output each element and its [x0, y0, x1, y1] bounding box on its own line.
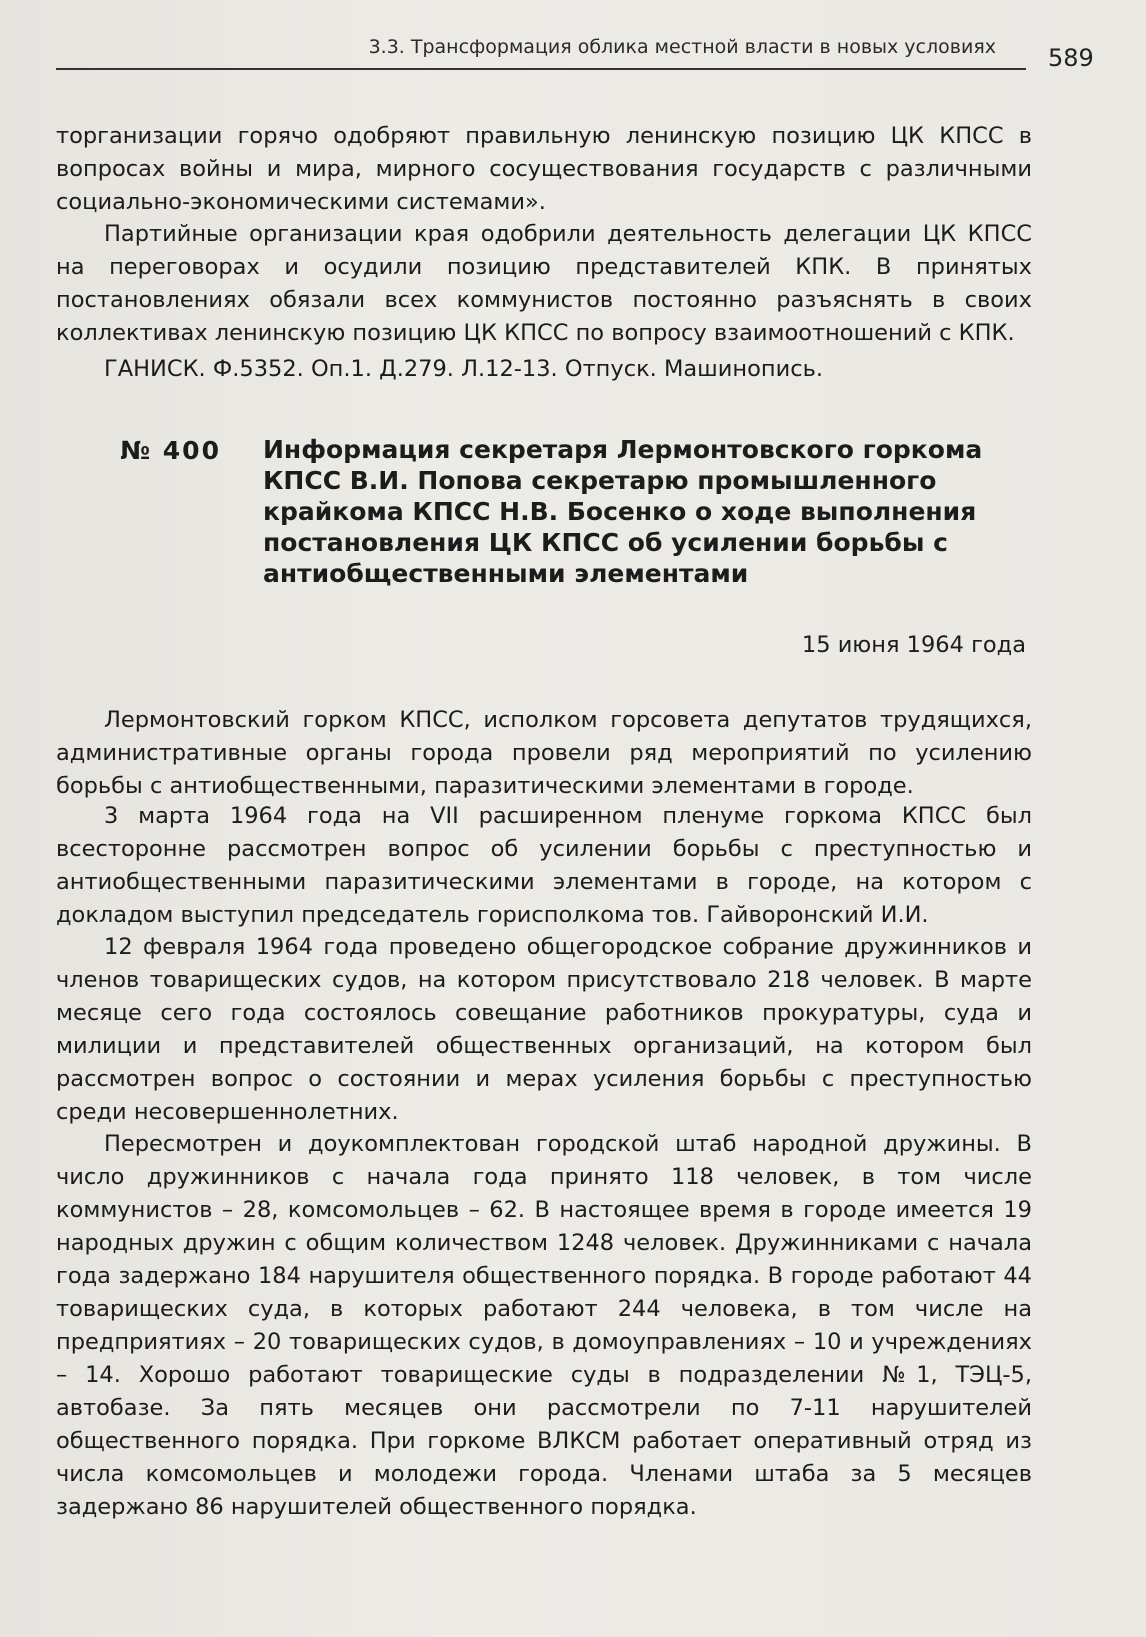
document-number: № 400	[120, 436, 221, 465]
document-title: Информация секретаря Лермонтовского горкома КПСС В.И. Попова секретарю промышленного крайкома КПСС Н.В. Босенко о ходе выполнения постановления ЦК КПСС об усилении борьбы с антиобщественными элементами	[263, 435, 983, 588]
document-paragraph: 12 февраля 1964 года проведено общегородское собрание дружинников и членов товарищеских судов, на котором присутствовало 218 человек. В марте месяце сего года состоялось совещание работников прокуратуры, суда и милиции и представителей общественных организаций, на котором был рассмотрен вопрос о состоянии и мерах усиления борьбы с преступностью среди несовершеннолетних.	[56, 934, 1032, 1125]
archive-reference: ГАНИСК. Ф.5352. Оп.1. Д.279. Л.12-13. Отпуск. Машинопись.	[104, 356, 823, 382]
running-header	[56, 30, 1026, 70]
document-paragraph: Пересмотрен и доукомплектован городской штаб народной дружины. В число дружинников с начала года принято 118 человек, в том числе коммунистов – 28, комсомольцев – 62. В настоящее время в городе имеется 19 народных дружин с общим количеством 1248 человек. Дружинниками с начала года задержано 184 нарушителя общественного порядка. В городе работают 44 товарищеских суда, в которых работают 244 человека, в том числе на предприятиях – 20 товарищеских судов, в домоуправлениях – 10 и учреждениях – 14. Хорошо работают товарищеские суды в подразделении №1, ТЭЦ-5, автобазе. За пять месяцев они рассмотрели по 7-11 нарушителей общественного порядка. При горкоме ВЛКСМ работает оперативный отряд из числа комсомольцев и молодежи города. Членами штаба за 5 месяцев задержано 86 нарушителей общественного порядка.	[56, 1131, 1032, 1520]
page-number: 589	[1048, 44, 1094, 72]
intro-paragraph: торганизации горячо одобряют правильную ленинскую позицию ЦК КПСС в вопросах войны и мира, мирного сосуществования государств с различными социально-экономическими системами».	[56, 123, 1032, 215]
document-date: 15 июня 1964 года	[801, 632, 1026, 658]
document-paragraph: Лермонтовский горком КПСС, исполком горсовета депутатов трудящихся, административные органы города провели ряд мероприятий по усилению борьбы с антиобщественными, паразитическими элементами в городе.	[56, 707, 1032, 799]
parties-paragraph: Партийные организации края одобрили деятельность делегации ЦК КПСС на переговорах и осудили позицию представителей КПК. В принятых постановлениях обязали всех коммунистов постоянно разъяснять в своих коллективах ленинскую позицию ЦК КПСС по вопросу взаимоотношений с КПК.	[56, 221, 1032, 346]
document-paragraph: 3 марта 1964 года на VII расширенном пленуме горкома КПСС был всесторонне рассмотрен вопрос об усилении борьбы с преступностью и антиобщественными паразитическими элементами в городе, на котором с докладом выступил председатель горисполкома тов. Гайворонский И.И.	[56, 803, 1032, 928]
section-title: 3.3. Трансформация облика местной власти в новых условиях	[368, 36, 996, 58]
header-divider	[56, 68, 1026, 70]
